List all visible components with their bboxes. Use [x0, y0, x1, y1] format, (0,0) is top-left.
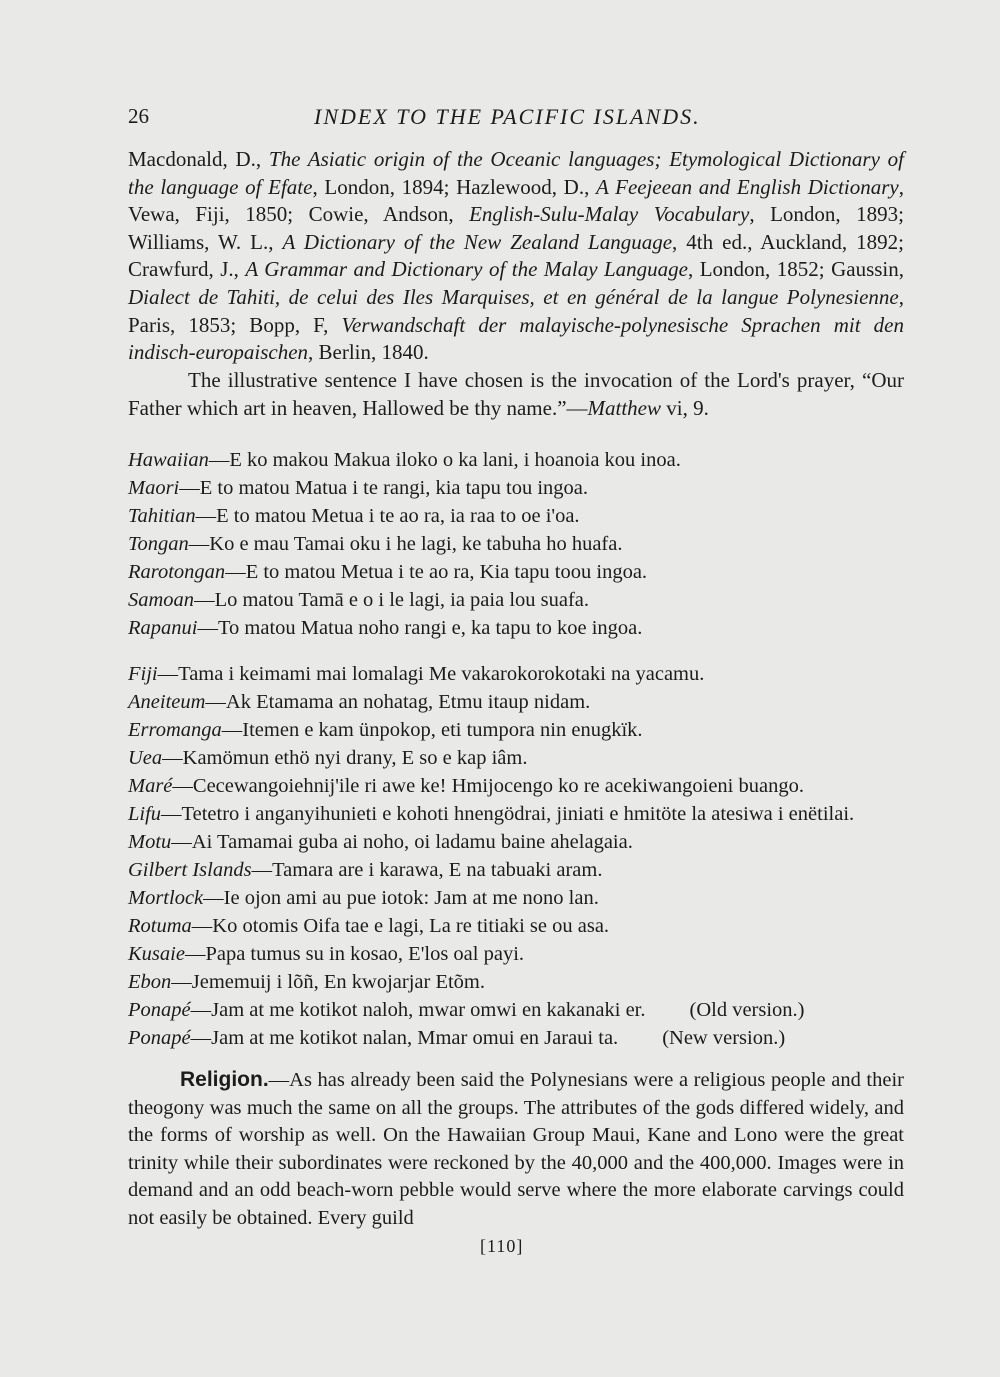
page-number: 26 [128, 104, 149, 128]
language-name: Erromanga [128, 719, 222, 741]
page-header [128, 104, 908, 138]
bibliography-paragraph [128, 146, 904, 367]
language-name: Tongan [128, 533, 189, 555]
translation-text: —Papa tumus su in kosao, E'los oal payi. [184, 943, 525, 965]
bibliography-title: The Asiatic origin of the Oceanic languages; Etymological Dictionary of the language of Efate [128, 147, 904, 199]
language-name: Motu [128, 831, 172, 853]
other-translations [128, 660, 928, 1052]
bibliography-title: A Dictionary of the New Zealand Language [282, 229, 673, 254]
bibliography-title: Verwandschaft der malayische-polynesische Sprachen mit den indisch-europaischen [128, 312, 904, 365]
polynesian-translations [128, 446, 928, 642]
translation-row [128, 586, 928, 614]
bibliography-text: , London, 1852; Gaussin, [688, 257, 904, 282]
translation-text: —Ie ojon ami au pue iotok: Jam at me nono lan. [203, 887, 599, 909]
bibliography-text: Macdonald, D., [128, 147, 269, 171]
language-name: Samoan [128, 589, 195, 611]
bibliography-text: , 4th ed., Auckland, 1892; Crawfurd, J., [128, 229, 904, 282]
translation-row [128, 614, 928, 642]
bibliography-text: , Vewa, Fiji, 1850; Cowie, Andson, [128, 174, 904, 227]
translation-text: —Cecewangoiehnij'ile ri awe ke! Hmijocengo ko re acekiwangoieni buango. [172, 775, 804, 797]
bibliography-text: , London, 1893; Williams, W. L., [128, 202, 905, 254]
language-name: Mortlock [128, 887, 204, 909]
intro-tail: vi, 9. [661, 395, 709, 420]
bibliography-text: , London, 1894; Hazlewood, D., [312, 174, 597, 199]
version-note: (Old version.) [689, 999, 805, 1021]
language-name: Gilbert Islands [128, 859, 252, 881]
bibliography-title: Dialect de Tahiti, de celui des Iles Marquises, et en général de la langue Polynesienne [128, 284, 899, 309]
translation-text: —Tama i keimami mai lomalagi Me vakarokorokotaki na yacamu. [157, 663, 705, 685]
translation-row [128, 530, 928, 558]
translation-row [128, 996, 928, 1024]
bibliography-title: A Feejeean and English Dictionary [596, 174, 899, 199]
translation-text: —Lo matou Tamā e o i le lagi, ia paia lou suafa. [194, 589, 590, 611]
language-name: Aneiteum [128, 691, 206, 713]
folio-number: [110] [480, 1236, 524, 1256]
intro-paragraph [128, 367, 904, 422]
translation-row [128, 502, 928, 530]
language-name: Lifu [128, 803, 162, 825]
translation-text: —E to matou Metua i te ao ra, ia raa to oe i'oa. [195, 505, 580, 527]
language-name: Ponapé [128, 999, 191, 1021]
translation-row [128, 1024, 928, 1052]
translation-text: —Ko e mau Tamai oku i he lagi, ke tabuha ho huafa. [188, 533, 623, 555]
translation-row [128, 884, 928, 912]
translation-row [128, 800, 928, 828]
translation-row [128, 856, 928, 884]
translation-row [128, 940, 928, 968]
religion-paragraph [128, 1066, 904, 1232]
translation-row [128, 744, 928, 772]
language-name: Maré [128, 775, 173, 797]
intro-cite: Matthew [587, 395, 662, 420]
language-name: Uea [128, 747, 163, 769]
language-name: Tahitian [128, 505, 196, 527]
translation-text: —E ko makou Makua iloko o ka lani, i hoanoia kou inoa. [208, 449, 681, 471]
intro-text: The illustrative sentence I have chosen is the invocation of the Lord's prayer, “Our Father which art in heaven, Hallowed be thy name.”— [128, 368, 904, 420]
language-name: Kusaie [128, 943, 185, 965]
language-name: Hawaiian [128, 449, 209, 471]
translation-row [128, 446, 928, 474]
translation-row [128, 716, 928, 744]
translation-text: —Ai Tamamai guba ai noho, oi ladamu baine ahelagaia. [171, 831, 633, 853]
translation-text: —Ko otomis Oifa tae e lagi, La re titiaki se ou asa. [191, 915, 610, 937]
language-name: Fiji [128, 663, 158, 685]
translation-row [128, 474, 928, 502]
translation-row [128, 828, 928, 856]
translation-text: —Jam at me kotikot naloh, mwar omwi en kakanaki er. [190, 999, 646, 1021]
bibliography-title: English-Sulu-Malay Vocabulary [469, 202, 750, 227]
religion-text: —As has already been said the Polynesians were a religious people and their theogony was much the same on all the groups. The attributes of the gods differed widely, and the forms of worship as well. On the Hawaiian Group Maui, Kane and Lono were the great trinity while their subordinates were reckoned by the 40,000 and the 400,000. Images were in demand and an odd beach-worn pebble would serve where the more elaborate carvings could not easily be obtained. Every guild [128, 1069, 904, 1229]
language-name: Ponapé [128, 1027, 191, 1049]
translation-row [128, 660, 928, 688]
bibliography-text: , Berlin, 1840. [308, 340, 429, 365]
language-name: Rotuma [128, 915, 192, 937]
religion-heading: Religion. [180, 1068, 269, 1091]
running-title: INDEX TO THE PACIFIC ISLANDS. [314, 104, 701, 129]
translation-text: —Kamömun ethö nyi drany, E so e kap iâm. [162, 747, 528, 769]
translation-row [128, 558, 928, 586]
language-name: Maori [128, 477, 180, 499]
translation-text: —E to matou Matua i te rangi, kia tapu tou ingoa. [179, 477, 589, 499]
translation-text: —Itemen e kam ünpokop, eti tumpora nin enugkïk. [221, 719, 643, 741]
bibliography-text: , Paris, 1853; Bopp, F, [128, 284, 904, 337]
translation-row [128, 968, 928, 996]
translation-text: —Tetetro i anganyihunieti e kohoti hnengödrai, jiniati e hmitöte la atesiwa i enëtilai. [161, 803, 855, 825]
translation-text: —Ak Etamama an nohatag, Etmu itaup nidam. [205, 691, 591, 713]
translation-text: —Jam at me kotikot nalan, Mmar omui en Jaraui ta. [190, 1027, 619, 1049]
language-name: Rarotongan [128, 561, 226, 583]
translation-text: —E to matou Metua i te ao ra, Kia tapu toou ingoa. [225, 561, 648, 583]
language-name: Ebon [128, 971, 172, 993]
translation-row [128, 912, 928, 940]
translation-row [128, 688, 928, 716]
translation-row [128, 772, 928, 800]
translation-text: —Tamara are i karawa, E na tabuaki aram. [251, 859, 603, 881]
language-name: Rapanui [128, 617, 198, 639]
bibliography-title: A Grammar and Dictionary of the Malay Language [245, 257, 689, 282]
translation-text: —Jememuij i lõñ, En kwojarjar Etõm. [171, 971, 485, 993]
translation-text: —To matou Matua noho rangi e, ka tapu to koe ingoa. [197, 617, 643, 639]
version-note: (New version.) [662, 1027, 786, 1049]
